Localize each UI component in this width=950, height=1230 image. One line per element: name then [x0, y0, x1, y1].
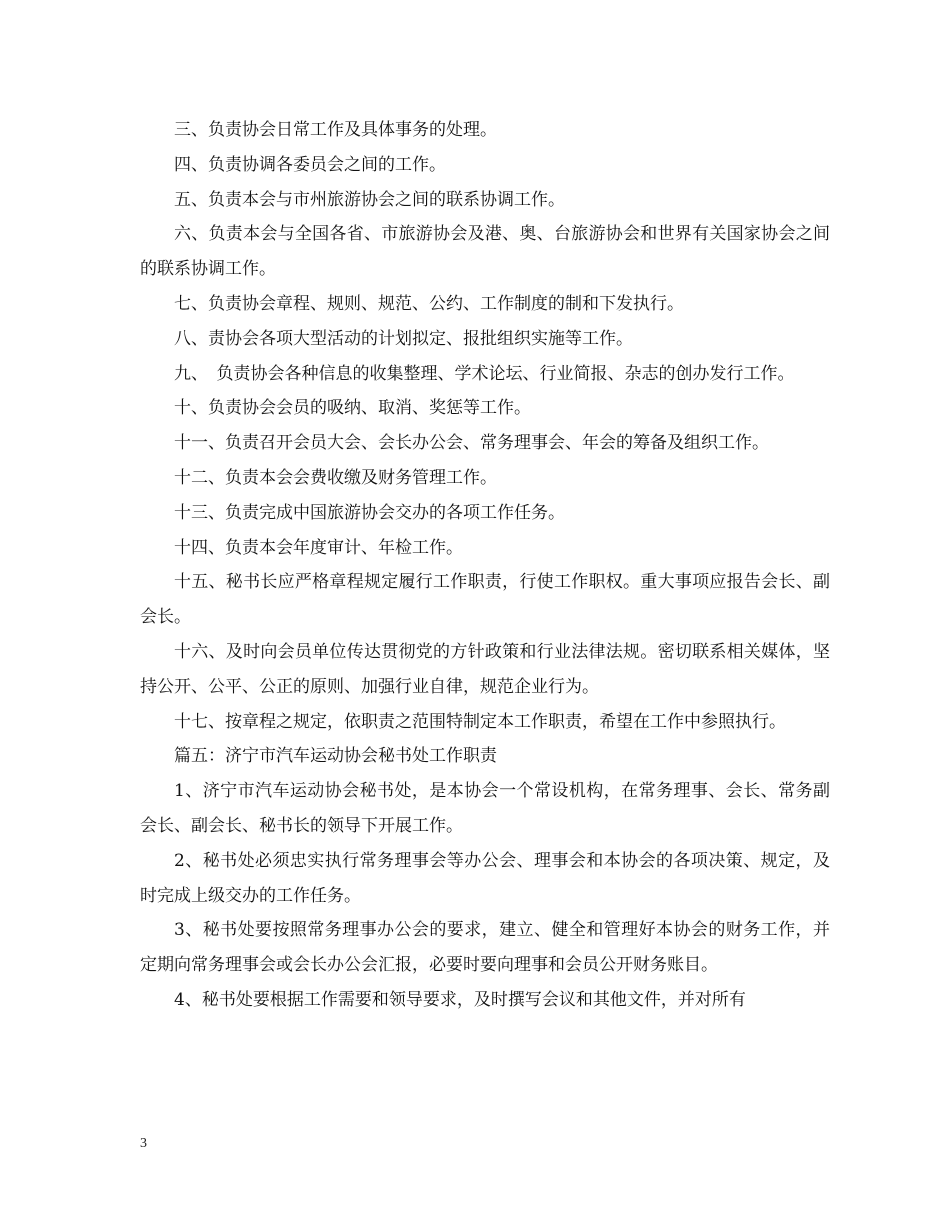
paragraph: 十、负责协会会员的吸纳、取消、奖惩等工作。 [174, 398, 531, 419]
paragraph: 十六、及时向会员单位传达贯彻党的方针政策和行业法律法规。密切联系相关媒体，坚持公开、公平、公正的原则、加强行业自律，规范企业行为。 [140, 641, 830, 697]
paragraph: 十一、负责召开会员大会、会长办公会、常务理事会、年会的筹备及组织工作。 [174, 433, 769, 454]
paragraph: 十五、秘书长应严格章程规定履行工作职责，行使工作职权。重大事项应报告会长、副会长。 [140, 572, 830, 628]
paragraph: 六、负责本会与全国各省、市旅游协会及港、奥、台旅游协会和世界有关国家协会之间的联系协调工作。 [140, 224, 830, 280]
paragraph: 三、负责协会日常工作及具体事务的处理。 [174, 120, 497, 140]
document-body [140, 113, 830, 1018]
section-heading: 篇五：济宁市汽车运动协会秘书处工作职责 [174, 746, 497, 767]
paragraph: 十七、按章程之规定，依职责之范围特制定本工作职责，希望在工作中参照执行。 [174, 711, 786, 732]
paragraph: 2、秘书处必须忠实执行常务理事会等办公会、理事会和本协会的各项决策、规定，及时完成上级交办的工作任务。 [140, 850, 830, 906]
paragraph: 八、责协会各项大型活动的计划拟定、报批组织实施等工作。 [174, 328, 633, 349]
paragraph: 4、秘书处要根据工作需要和领导要求，及时撰写会议和其他文件，并对所有 [174, 989, 746, 1010]
paragraph: 十四、负责本会年度审计、年检工作。 [174, 537, 463, 558]
paragraph: 五、负责本会与市州旅游协会之间的联系协调工作。 [174, 189, 565, 210]
paragraph: 四、负责协调各委员会之间的工作。 [174, 154, 446, 175]
paragraph: 七、负责协会章程、规则、规范、公约、工作制度的制和下发执行。 [174, 293, 684, 314]
paragraph: 九、 负责协会各种信息的收集整理、学术论坛、行业简报、杂志的创办发行工作。 [174, 363, 795, 384]
paragraph: 十二、负责本会会费收缴及财务管理工作。 [174, 467, 497, 488]
paragraph: 十三、负责完成中国旅游协会交办的各项工作任务。 [174, 502, 565, 523]
paragraph: 1、济宁市汽车运动协会秘书处，是本协会一个常设机构，在常务理事、会长、常务副会长、副会长、秘书长的领导下开展工作。 [140, 781, 830, 836]
paragraph: 3、秘书处要按照常务理事办公会的要求，建立、健全和管理好本协会的财务工作，并定期向常务理事会或会长办公会汇报，必要时要向理事和会员公开财务账目。 [140, 920, 830, 976]
page-number: 3 [140, 1136, 147, 1151]
